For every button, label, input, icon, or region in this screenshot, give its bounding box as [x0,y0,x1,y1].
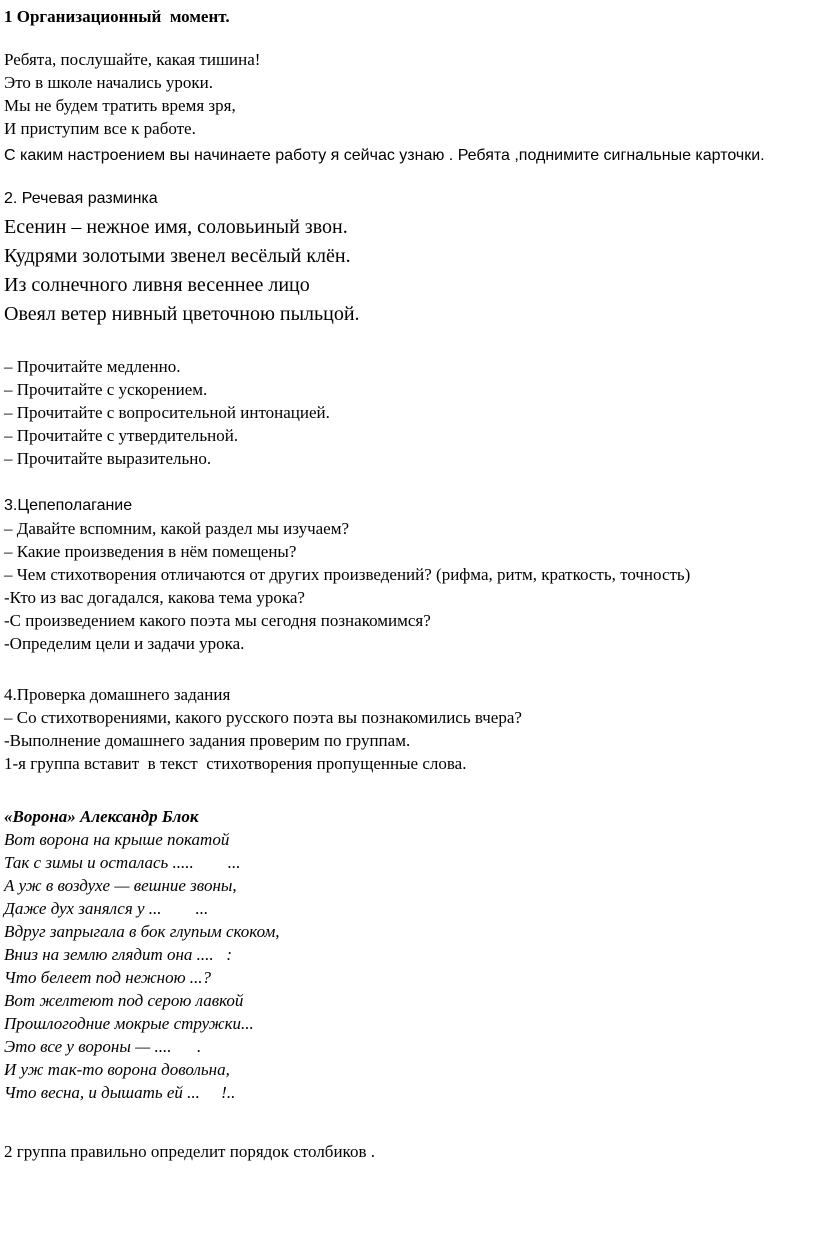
question-line: – Какие произведения в нём помещены? [4,542,297,561]
goal-questions [4,517,790,655]
homework-line: – Со стихотворениями, какого русского поэта вы познакомились вчера? [4,708,522,727]
poem-line: Прошлогодние мокрые стружки... [4,1014,254,1033]
poem-line: Это в школе начались уроки. [4,73,213,92]
poem-line: И уж так-то ворона довольна, [4,1060,230,1079]
section-heading-homework: 4.Проверка домашнего задания [4,685,231,704]
poem-line: Что белеет под нежною ...? [4,968,212,987]
poem-line: Овеял ветер нивный цветочною пыльцой. [4,303,360,325]
task-line: – Прочитайте с вопросительной интонацией. [4,403,330,422]
poem-line: Ребята, послушайте, какая тишина! [4,50,261,69]
homework-line: -Выполнение домашнего задания проверим по группам. [4,731,411,750]
poem-line: Вот желтеют под серою лавкой [4,991,244,1010]
poem-line: Есенин – нежное имя, соловьиный звон. [4,216,348,238]
homework-line: 1-я группа вставит в текст стихотворения пропущенные слова. [4,754,467,773]
crow-poem [4,828,790,1104]
task-line: – Прочитайте с утвердительной. [4,426,239,445]
question-line: – Давайте вспомним, какой раздел мы изучаем? [4,519,350,538]
section-heading-org: 1 Организационный момент. [4,7,230,26]
group2-task-line: 2 группа правильно определит порядок столбиков . [4,1142,375,1161]
poem-line: А уж в воздухе — вешние звоны, [4,876,237,895]
section-heading-speech-warmup: 2. Речевая разминка [4,190,158,207]
homework-check-section [4,683,790,775]
task-line: – Прочитайте медленно. [4,357,181,376]
question-line: -Кто из вас догадался, какова тема урока? [4,588,305,607]
poem-line: Кудрями золотыми звенел весёлый клён. [4,245,351,267]
question-line: -Определим цели и задачи урока. [4,634,245,653]
poem-line: И приступим все к работе. [4,119,196,138]
poem-line: Вдруг запрыгала в бок глупым скоком, [4,922,280,941]
poem-line: Что весна, и дышать ей ... !.. [4,1083,236,1102]
poem-line: Даже дух занялся у ... ... [4,899,209,918]
task-line: – Прочитайте выразительно. [4,449,212,468]
poem-line: Мы не будем тратить время зря, [4,96,236,115]
task-line: – Прочитайте с ускорением. [4,380,208,399]
question-line: -С произведением какого поэта мы сегодня познакомимся? [4,611,431,630]
poem-line: Вот ворона на крыше покатой [4,830,230,849]
poem-line: Вниз на землю глядит она .... : [4,945,233,964]
mood-note: С каким настроением вы начинаете работу я сейчас узнаю . Ребята ,поднимите сигнальные карточки. [4,147,765,164]
poem-line: Это все у вороны — .... . [4,1037,202,1056]
poem-line: Так с зимы и осталась ..... ... [4,853,241,872]
reading-tasks [4,355,790,470]
speech-warmup-poem [4,213,790,329]
section-heading-goal-setting: 3.Цепеполагание [4,497,133,514]
opening-poem [4,48,790,140]
crow-poem-title: «Ворона» Александр Блок [4,807,199,826]
poem-line: Из солнечного ливня весеннее лицо [4,274,310,296]
question-line: – Чем стихотворения отличаются от других произведений? (рифма, ритм, краткость, точность) [4,565,691,584]
